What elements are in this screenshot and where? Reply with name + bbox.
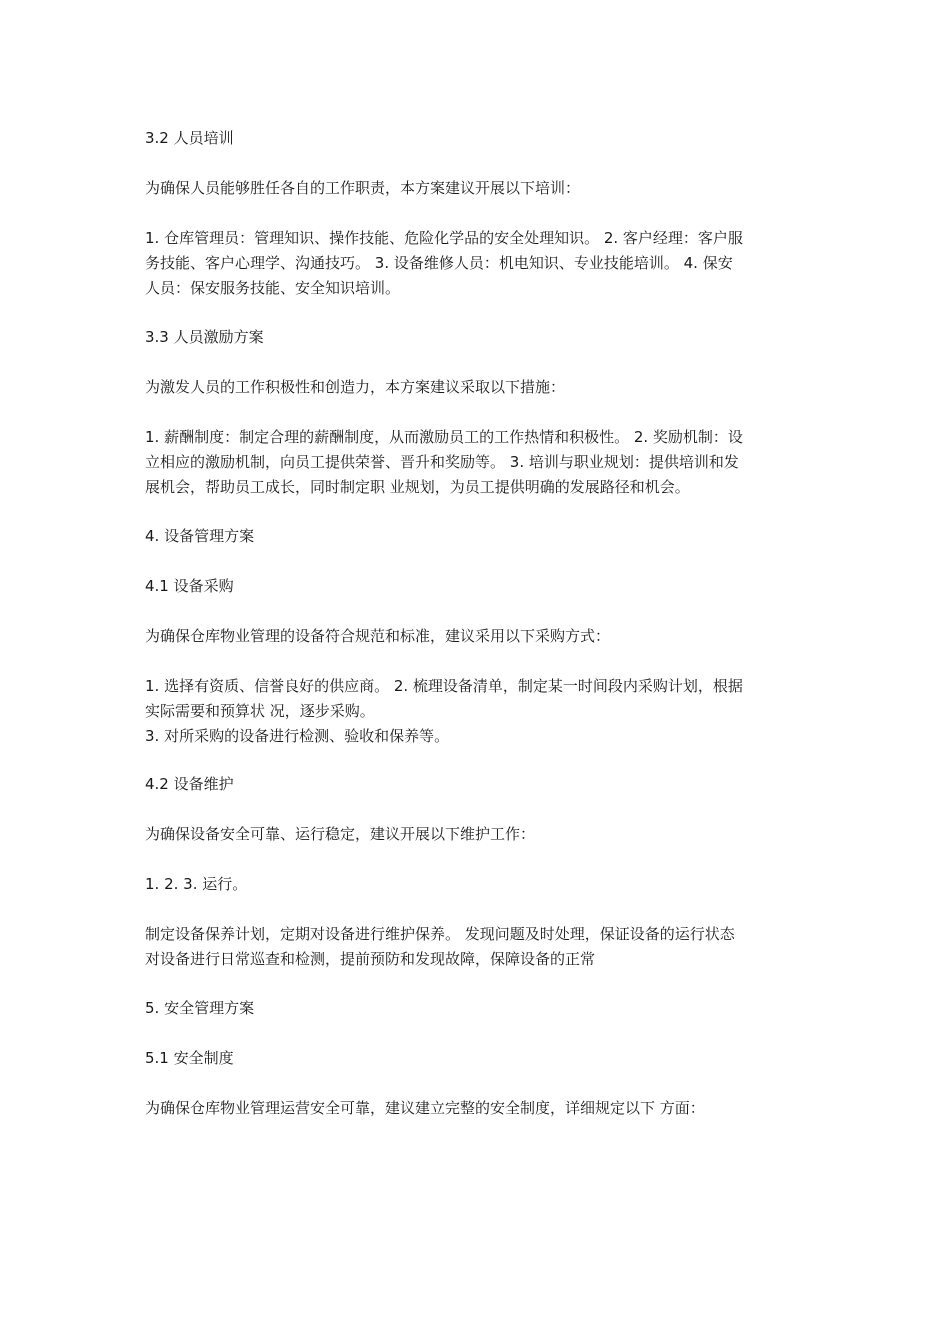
text-line: 1. 薪酬制度：制定合理的薪酬制度，从而激励员工的工作热情和积极性。 2. 奖励机制：设 <box>145 428 743 446</box>
text-line: 为确保仓库物业管理的设备符合规范和标准，建议采用以下采购方式： <box>145 627 611 645</box>
section-heading-5 <box>145 996 810 1021</box>
paragraph-training-list <box>145 226 810 301</box>
text-line: 人员：保安服务技能、安全知识培训。 <box>145 279 401 297</box>
text-line: 立相应的激励机制，向员工提供荣誉、晋升和奖励等。 3. 培训与职业规划：提供培训和发 <box>145 453 739 471</box>
text-line: 务技能、客户心理学、沟通技巧。 3. 设备维修人员：机电知识、专业技能培训。 4. 保安 <box>145 254 733 272</box>
text-line: 1. 仓库管理员：管理知识、操作技能、危险化学品的安全处理知识。 2. 客户经理：客户服 <box>145 229 743 247</box>
text-line: 为激发人员的工作积极性和创造力，本方案建议采取以下措施： <box>145 378 566 396</box>
text-line: 5.1 安全制度 <box>145 1049 234 1067</box>
text-line: 制定设备保养计划，定期对设备进行维护保养。 发现问题及时处理，保证设备的运行状态 <box>145 925 735 943</box>
section-heading-3-2 <box>145 126 810 151</box>
text-line: 3.3 人员激励方案 <box>145 328 264 346</box>
paragraph-maintenance-body <box>145 922 810 972</box>
section-heading-4-2 <box>145 772 810 797</box>
paragraph-training-intro <box>145 176 810 201</box>
paragraph-maintenance-intro <box>145 822 810 847</box>
text-line: 展机会，帮助员工成长，同时制定职 业规划，为员工提供明确的发展路径和机会。 <box>145 478 690 496</box>
paragraph-incentive-intro <box>145 375 810 400</box>
text-line: 为确保设备安全可靠、运行稳定，建议开展以下维护工作： <box>145 825 536 843</box>
text-line: 为确保仓库物业管理运营安全可靠，建议建立完整的安全制度，详细规定以下 方面： <box>145 1099 705 1117</box>
paragraph-safety-intro <box>145 1096 810 1121</box>
text-line: 3.2 人员培训 <box>145 129 234 147</box>
text-line: 4. 设备管理方案 <box>145 527 255 545</box>
section-heading-4 <box>145 524 810 549</box>
text-line: 1. 2. 3. 运行。 <box>145 875 248 893</box>
text-line: 3. 对所采购的设备进行检测、验收和保养等。 <box>145 727 450 745</box>
paragraph-purchase-list <box>145 674 810 749</box>
text-line: 1. 选择有资质、信誉良好的供应商。 2. 梳理设备清单，制定某一时间段内采购计划，根据 <box>145 677 743 695</box>
text-line: 实际需要和预算状 况，逐步采购。 <box>145 702 375 720</box>
section-heading-4-1 <box>145 574 810 599</box>
section-heading-3-3 <box>145 325 810 350</box>
paragraph-purchase-intro <box>145 624 810 649</box>
section-heading-5-1 <box>145 1046 810 1071</box>
text-line: 4.1 设备采购 <box>145 577 234 595</box>
paragraph-incentive-list <box>145 425 810 500</box>
text-line: 为确保人员能够胜任各自的工作职责，本方案建议开展以下培训： <box>145 179 581 197</box>
text-line: 对设备进行日常巡查和检测，提前预防和发现故障，保障设备的正常 <box>145 950 596 968</box>
text-line: 5. 安全管理方案 <box>145 999 255 1017</box>
paragraph-maintenance-numbers <box>145 872 810 897</box>
text-line: 4.2 设备维护 <box>145 775 234 793</box>
